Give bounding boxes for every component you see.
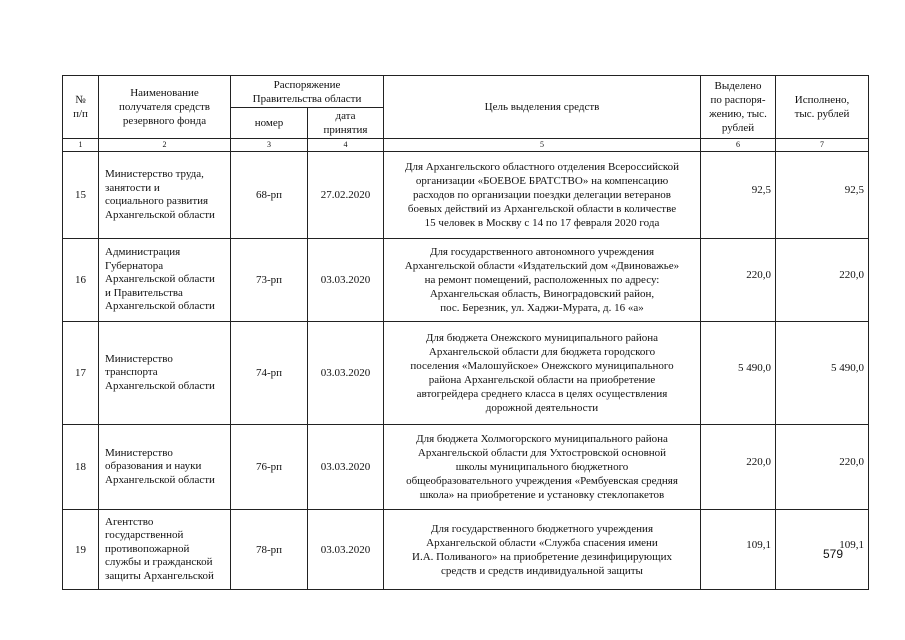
recipient-name: Администрация Губернатора Архангельской области и Правительства Архангельской области	[99, 239, 231, 322]
header-number: № п/п	[63, 76, 99, 139]
order-number: 74-рп	[231, 322, 308, 425]
allocated-amount: 220,0	[701, 239, 776, 322]
allocated-amount: 220,0	[701, 425, 776, 510]
executed-amount: 220,0	[776, 239, 869, 322]
executed-amount: 5 490,0	[776, 322, 869, 425]
recipient-name: Министерство транспорта Архангельской области	[99, 322, 231, 425]
table-row	[63, 425, 869, 510]
header-recipient: Наименование получателя средств резервного фонда	[99, 76, 231, 139]
column-number: 6	[701, 139, 776, 152]
row-number: 16	[63, 239, 99, 322]
header-government-order: Распоряжение Правительства области	[231, 76, 384, 108]
table-row	[63, 152, 869, 239]
recipient-name: Агентство государственной противопожарной службы и гражданской защиты Архангельской	[99, 510, 231, 590]
order-date: 03.03.2020	[308, 239, 384, 322]
row-number: 17	[63, 322, 99, 425]
executed-amount: 92,5	[776, 152, 869, 239]
recipient-name: Министерство труда, занятости и социального развития Архангельской области	[99, 152, 231, 239]
row-number: 19	[63, 510, 99, 590]
header-executed: Исполнено, тыс. рублей	[776, 76, 869, 139]
header-purpose: Цель выделения средств	[384, 76, 701, 139]
table-header	[63, 76, 869, 139]
page-number: 579	[823, 547, 844, 561]
row-number: 18	[63, 425, 99, 510]
header-order-date: дата принятия	[308, 108, 384, 139]
order-date: 03.03.2020	[308, 322, 384, 425]
column-number-row	[63, 139, 869, 152]
executed-amount: 220,0	[776, 425, 869, 510]
allocation-purpose: Для бюджета Онежского муниципального района Архангельской области для бюджета городского поселения «Малошуйское» Онежского муниципального района Архангельской области на приобретение автогрейдера среднего класса в целях осуществления дорожной деятельности	[384, 322, 701, 425]
allocation-purpose: Для государственного автономного учреждения Архангельской области «Издательский дом «Двиноважье» на ремонт помещений, расположенных по адресу: Архангельская область, Виноградовский район, пос. Березник, ул. Хаджи-Мурата, д. 16 «а»	[384, 239, 701, 322]
table-row	[63, 510, 869, 590]
table-row	[63, 322, 869, 425]
column-number: 2	[99, 139, 231, 152]
allocated-amount: 92,5	[701, 152, 776, 239]
header-allocated: Выделено по распоря- жению, тыс. рублей	[701, 76, 776, 139]
order-number: 73-рп	[231, 239, 308, 322]
column-number: 4	[308, 139, 384, 152]
column-number: 5	[384, 139, 701, 152]
header-order-number: номер	[231, 108, 308, 139]
allocation-purpose: Для государственного бюджетного учреждения Архангельской области «Служба спасения имени И.А. Поливаного» на приобретение дезинфицирующих средств и средств индивидуальной защиты	[384, 510, 701, 590]
header-row-top	[63, 76, 869, 108]
allocated-amount: 109,1	[701, 510, 776, 590]
table-body	[63, 139, 869, 590]
order-date: 27.02.2020	[308, 152, 384, 239]
allocation-purpose: Для Архангельского областного отделения Всероссийской организации «БОЕВОЕ БРАТСТВО» на компенсацию расходов по организации поездки делегации ветеранов боевых действий из Архангельской области в количестве 15 человек в Москву с 14 по 17 февраля 2020 года	[384, 152, 701, 239]
column-number: 7	[776, 139, 869, 152]
order-date: 03.03.2020	[308, 425, 384, 510]
order-date: 03.03.2020	[308, 510, 384, 590]
order-number: 76-рп	[231, 425, 308, 510]
executed-amount: 109,1	[776, 510, 869, 590]
table-row	[63, 239, 869, 322]
row-number: 15	[63, 152, 99, 239]
recipient-name: Министерство образования и науки Архангельской области	[99, 425, 231, 510]
column-number: 1	[63, 139, 99, 152]
allocated-amount: 5 490,0	[701, 322, 776, 425]
allocation-purpose: Для бюджета Холмогорского муниципального района Архангельской области для Ухтостровской основной школы муниципального бюджетного общеобразовательного учреждения «Рембуевская средняя школа» на приобретение и установку стеклопакетов	[384, 425, 701, 510]
column-number: 3	[231, 139, 308, 152]
order-number: 68-рп	[231, 152, 308, 239]
reserve-fund-table	[62, 75, 869, 590]
order-number: 78-рп	[231, 510, 308, 590]
